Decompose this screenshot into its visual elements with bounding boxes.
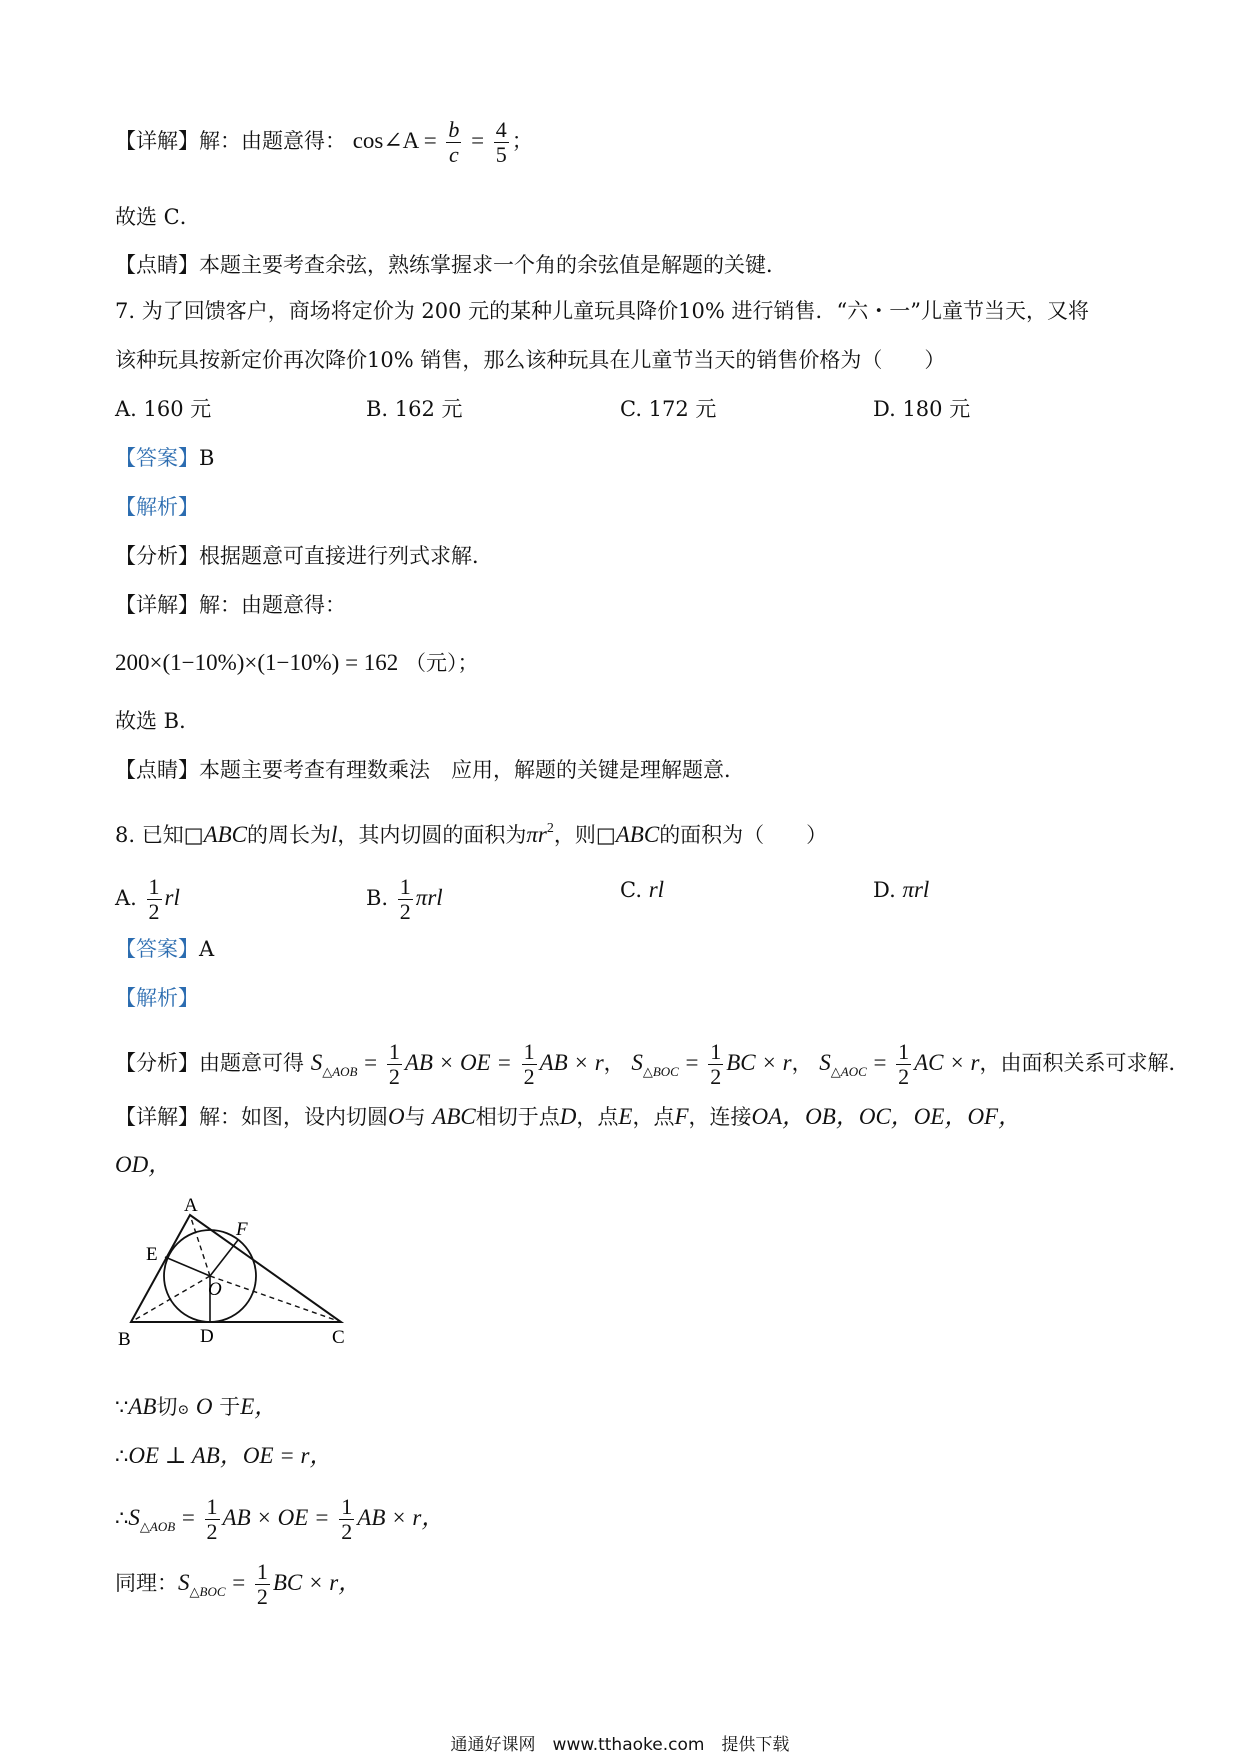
text: 解：由题意得：	[199, 593, 346, 617]
tag-answer: 【答案】	[115, 937, 199, 961]
q7-xiangjie	[115, 590, 346, 620]
q8-stem: 8. 已知□ABC的周长为l，其内切圆的面积为$\pi r^2$，则□ABC的面积为（ ）	[115, 821, 828, 847]
label-f: F	[236, 1219, 248, 1240]
q7-option-d: D. 180 元	[873, 397, 971, 421]
tag-fenxi: 【分析】	[115, 544, 199, 568]
tag-xiangjie: 【详解】	[115, 593, 199, 617]
q7-fenxi	[115, 541, 493, 571]
cos-expr: cos∠A =	[352, 128, 437, 153]
fraction-4-5: $\frac{4}{5}$	[495, 117, 507, 167]
label-d: D	[200, 1326, 214, 1347]
text: 本题主要考查余弦，熟练掌握求一个角的余弦值是解题的关键．	[199, 253, 787, 277]
label-b: B	[118, 1329, 131, 1350]
equals: =	[471, 128, 485, 153]
q7-choose: 故选 B．	[115, 709, 201, 733]
formula: 200×(1−10%)×(1−10%) = 162	[115, 650, 399, 675]
tag-xiangjie: 【详解】	[115, 1105, 199, 1129]
q7-line1: 7. 为了回馈客户，商场将定价为 200 元的某种儿童玩具降价10% 进行销售．“六・一”儿童节当天，又将	[115, 299, 1089, 323]
q7-option-b: B. 162 元	[366, 397, 463, 421]
perimeter-l: l	[331, 822, 338, 847]
q8-xiangjie: 【详解】解：如图，设内切圆O与 ABC相切于点D，点E，点F，连接OA，OB，OC，OE，OF，	[115, 1104, 1022, 1129]
label-o: O	[208, 1279, 222, 1300]
fraction-half: $\frac{1}{2}$	[148, 874, 160, 924]
choose-c: 故选 C．	[115, 205, 201, 229]
detail-line-cos	[115, 118, 533, 167]
tag-fenxi: 【分析】	[115, 1051, 199, 1075]
step-2: ∴OE ⊥ AB，OE = r，	[115, 1443, 333, 1468]
q8-option-b: B. $\frac{1}{2}$ πrl	[366, 874, 443, 924]
text: 根据题意可直接进行列式求解．	[199, 544, 493, 568]
q8-option-c: C. rl	[620, 877, 665, 902]
text: 本题主要考查有理数乘法 应用，解题的关键是理解题意．	[199, 758, 745, 782]
triangle-abc: ABC	[203, 822, 248, 847]
answer-value: B	[199, 446, 215, 470]
q8-option-a: A. $\frac{1}{2}$ rl	[115, 874, 180, 924]
q7-dianjing	[115, 755, 745, 785]
tag-dianjing: 【点睛】	[115, 253, 199, 277]
tag-dianjing: 【点睛】	[115, 758, 199, 782]
q7-line2: 该种玩具按新定价再次降价10% 销售，那么该种玩具在儿童节当天的销售价格为（ ）	[115, 348, 946, 372]
tag-answer: 【答案】	[115, 446, 199, 470]
pi-r-squared: $\pi r^2$	[526, 821, 554, 847]
semicolon: ；	[511, 129, 533, 153]
q7-option-a: A. 160 元	[115, 397, 212, 421]
fraction-half: $\frac{1}{2}$	[399, 874, 411, 924]
tag-xiangjie: 【详解】	[115, 129, 199, 153]
step-1: ∵AB切⊙ O 于E，	[115, 1394, 278, 1419]
q7-formula	[115, 648, 479, 678]
label-e: E	[146, 1244, 158, 1265]
dianjing-line	[115, 250, 787, 280]
incircle-figure	[120, 1195, 360, 1375]
label-a: A	[184, 1195, 198, 1216]
q8-answer	[115, 934, 214, 964]
text: 解：由题意得：	[199, 129, 346, 153]
answer-value: A	[199, 937, 215, 961]
q7-answer	[115, 443, 214, 473]
q8-option-d: D. πrl	[873, 877, 930, 902]
label-c: C	[332, 1327, 345, 1348]
page-footer: 通通好课网 www.tthaoke.com 提供下载	[450, 1735, 790, 1755]
step-3: $\therefore S_{\triangle AOB}$ = $\frac{1}{2}$ AB × OE = $\frac{1}{2}$ AB × r，	[115, 1494, 445, 1544]
step-4: 同理：$S_{\triangle BOC}$ = $\frac{1}{2}$ BC × r，	[115, 1559, 362, 1609]
q7-analysis-tag: 【解析】	[115, 495, 199, 519]
q7-option-c: C. 172 元	[620, 397, 717, 421]
unit: （元）；	[405, 651, 479, 675]
q8-analysis-tag: 【解析】	[115, 986, 199, 1010]
fraction-b-c: $\frac{b}{c}$	[448, 117, 460, 167]
q8-fenxi: 【分析】由题意可得 $S_{\triangle AOB}$ = $\frac{1}{2}$ AB × OE = $\frac{1}{2}$ AB × r， $S_{\triangle BOC}$ = $\frac{1}{2}$ BC × r， $S_{\triangle AOC}$ = $\frac{1}{2}$ AC × r，由面积关系可求解．	[115, 1039, 1190, 1089]
q8-xiangjie-line2: OD，	[115, 1152, 172, 1177]
